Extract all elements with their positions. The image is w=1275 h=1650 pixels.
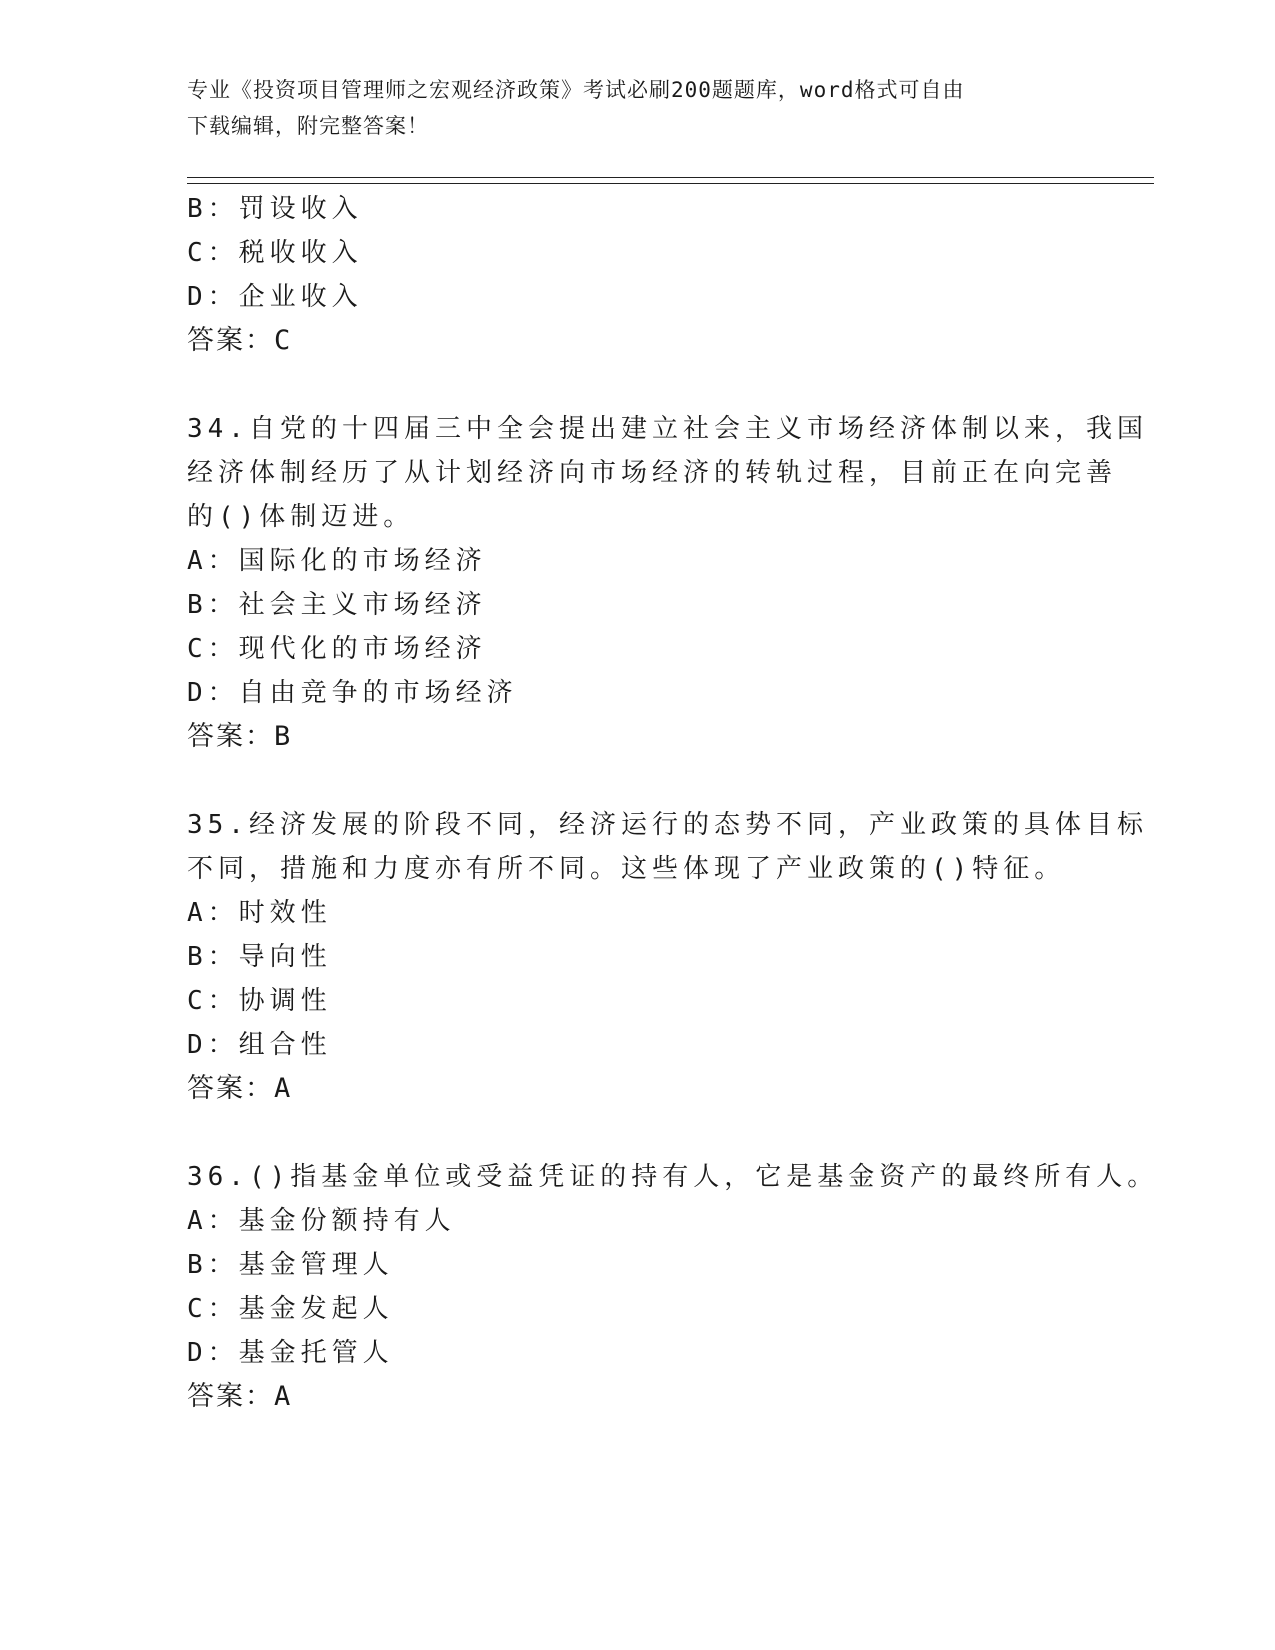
q34-stem-line-2: 经济体制经历了从计划经济向市场经济的转轨过程，目前正在向完善 — [187, 458, 1118, 488]
q35-stem-line-1: 35.经济发展的阶段不同，经济运行的态势不同，产业政策的具体目标 — [187, 810, 1148, 840]
q34-option-d: D：自由竞争的市场经济 — [187, 678, 518, 708]
q34-stem-line-3: 的()体制迈进。 — [187, 502, 415, 532]
q34-answer: 答案：B — [187, 721, 293, 752]
q36-option-d: D：基金托管人 — [187, 1338, 394, 1368]
q35-answer: 答案：A — [187, 1073, 293, 1104]
q35-option-a: A：时效性 — [187, 898, 332, 928]
q36-answer: 答案：A — [187, 1381, 293, 1412]
q36-option-c: C：基金发起人 — [187, 1294, 394, 1324]
q33-option-c: C：税收收入 — [187, 238, 363, 268]
q35-stem-line-2: 不同，措施和力度亦有所不同。这些体现了产业政策的()特征。 — [187, 854, 1066, 884]
q36-option-a: A：基金份额持有人 — [187, 1206, 456, 1236]
header-divider-top — [187, 177, 1154, 178]
q33-option-d: D：企业收入 — [187, 282, 363, 312]
q33-option-b: B：罚设收入 — [187, 194, 363, 224]
document-header — [187, 72, 1087, 144]
q34-option-c: C：现代化的市场经济 — [187, 634, 487, 664]
q36-option-b: B：基金管理人 — [187, 1250, 394, 1280]
q35-option-b: B：导向性 — [187, 942, 332, 972]
q34-option-a: A：国际化的市场经济 — [187, 546, 487, 576]
header-line-2: 下载编辑，附完整答案！ — [187, 114, 429, 138]
q35-option-d: D：组合性 — [187, 1030, 332, 1060]
header-divider-bottom — [187, 183, 1154, 184]
q36-stem-line-1: 36.()指基金单位或受益凭证的持有人，它是基金资产的最终所有人。 — [187, 1162, 1159, 1192]
q33-answer: 答案：C — [187, 325, 293, 356]
q35-option-c: C：协调性 — [187, 986, 332, 1016]
q34-option-b: B：社会主义市场经济 — [187, 590, 487, 620]
q34-stem-line-1: 34.自党的十四届三中全会提出建立社会主义市场经济体制以来，我国 — [187, 414, 1148, 444]
header-line-1: 专业《投资项目管理师之宏观经济政策》考试必刷200题题库，word格式可自由 — [187, 78, 965, 102]
